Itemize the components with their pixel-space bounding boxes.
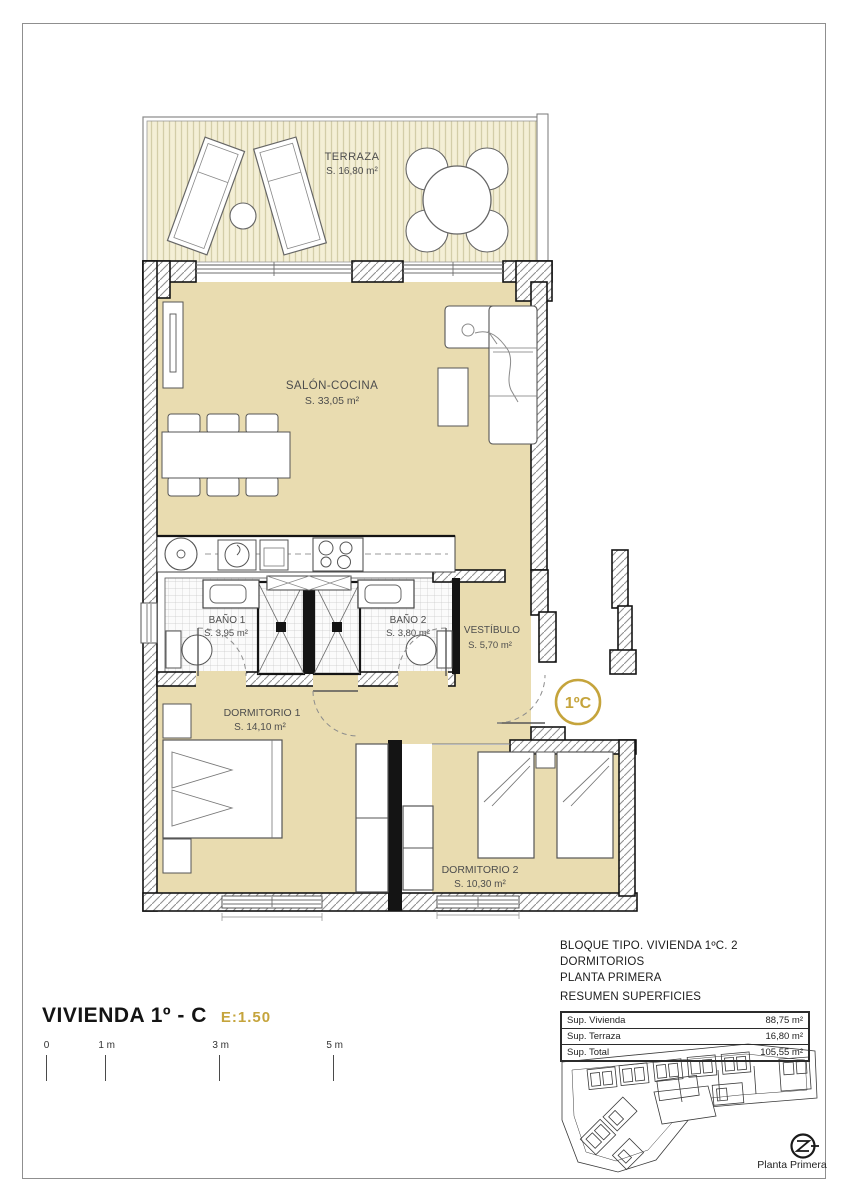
scale-tick bbox=[212, 1040, 236, 1081]
nightstand-icon bbox=[536, 752, 555, 768]
dormitorio1-area: S. 14,10 m² bbox=[234, 722, 286, 733]
kitchen-counter bbox=[157, 536, 455, 572]
surface-table bbox=[560, 1011, 810, 1062]
row-value: 16,80 m² bbox=[701, 1029, 809, 1045]
table-row bbox=[561, 1045, 809, 1062]
nightstand-icon bbox=[163, 704, 191, 738]
bano1-area: S. 3,95 m² bbox=[204, 628, 248, 639]
dormitorio2-label: DORMITORIO 2 bbox=[441, 864, 519, 876]
summary-block bbox=[560, 938, 810, 1062]
row-label: Sup. Terraza bbox=[561, 1029, 701, 1045]
scale-tick-mark bbox=[333, 1055, 334, 1081]
hob-icon bbox=[313, 538, 363, 571]
page-title: VIVIENDA 1º - C bbox=[42, 1004, 207, 1027]
coffee-table-icon bbox=[438, 368, 468, 426]
window bbox=[196, 262, 503, 276]
scale-tick-mark bbox=[219, 1055, 220, 1081]
scale-tick-label: 3 m bbox=[212, 1040, 230, 1051]
scale-tick-label: 0 bbox=[43, 1040, 50, 1051]
window bbox=[141, 603, 157, 643]
washer-icon bbox=[165, 538, 197, 570]
scale-label: E:1.50 bbox=[220, 1009, 272, 1026]
table-row bbox=[561, 1029, 809, 1045]
scale-tick-mark bbox=[105, 1055, 106, 1081]
oven-icon bbox=[260, 540, 288, 570]
table-row bbox=[561, 1012, 809, 1029]
north-arrow-icon bbox=[792, 1135, 820, 1158]
unit-badge-label: 1ºC bbox=[564, 695, 592, 712]
summary-line1: BLOQUE TIPO. VIVIENDA 1ºC. 2 DORMITORIOS bbox=[560, 940, 738, 968]
key-plan-caption: Planta Primera bbox=[757, 1159, 827, 1171]
row-label: Sup. Vivienda bbox=[561, 1012, 701, 1029]
sink-icon bbox=[218, 540, 256, 570]
wardrobe-icon bbox=[356, 744, 388, 892]
scale-tick bbox=[326, 1040, 350, 1081]
wardrobe-icon bbox=[403, 806, 433, 890]
window bbox=[222, 896, 322, 908]
sink-icon bbox=[203, 580, 259, 608]
terraza-room bbox=[143, 114, 548, 265]
unit-badge bbox=[556, 680, 600, 724]
salon-label: SALÓN-COCINA bbox=[285, 380, 379, 392]
scale-tick-mark bbox=[46, 1055, 47, 1081]
scale-bar bbox=[42, 1040, 382, 1090]
bano2-area: S. 3,80 m² bbox=[386, 628, 430, 639]
shower-icon bbox=[314, 582, 360, 674]
nightstand-icon bbox=[163, 839, 191, 873]
scale-tick bbox=[43, 1040, 52, 1081]
summary-line2: PLANTA PRIMERA bbox=[560, 972, 662, 984]
vestibulo-label: VESTÍBULO bbox=[463, 625, 521, 636]
row-value: 88,75 m² bbox=[701, 1012, 809, 1029]
scale-tick-label: 5 m bbox=[326, 1040, 344, 1051]
dining-table-icon bbox=[162, 414, 290, 496]
scale-tick-label: 1 m bbox=[98, 1040, 116, 1051]
single-bed-icon bbox=[557, 752, 613, 858]
sink-icon bbox=[358, 580, 414, 608]
dimension-line bbox=[222, 911, 519, 921]
terraza-area: S. 16,80 m² bbox=[326, 166, 378, 177]
bano2-label: BAÑO 2 bbox=[389, 615, 427, 626]
title-block bbox=[42, 1004, 271, 1028]
row-label: Sup. Total bbox=[561, 1045, 701, 1062]
double-bed-icon bbox=[163, 740, 282, 838]
single-bed-icon bbox=[478, 752, 534, 858]
dormitorio1-label: DORMITORIO 1 bbox=[223, 707, 301, 719]
window bbox=[437, 896, 519, 908]
dormitorio2-area: S. 10,30 m² bbox=[454, 879, 506, 890]
scale-tick bbox=[98, 1040, 122, 1081]
bano1-label: BAÑO 1 bbox=[208, 615, 246, 626]
key-plan bbox=[562, 1044, 817, 1172]
side-table-icon bbox=[230, 203, 256, 229]
tv-unit-icon bbox=[163, 302, 183, 388]
terraza-label: TERRAZA bbox=[324, 151, 380, 163]
row-value: 105,55 m² bbox=[701, 1045, 809, 1062]
salon-area: S. 33,05 m² bbox=[304, 395, 360, 407]
shower-icon bbox=[258, 582, 304, 674]
summary-line3: RESUMEN SUPERFICIES bbox=[560, 991, 702, 1003]
vestibulo-area: S. 5,70 m² bbox=[468, 640, 512, 651]
shelf-icon bbox=[267, 576, 351, 590]
